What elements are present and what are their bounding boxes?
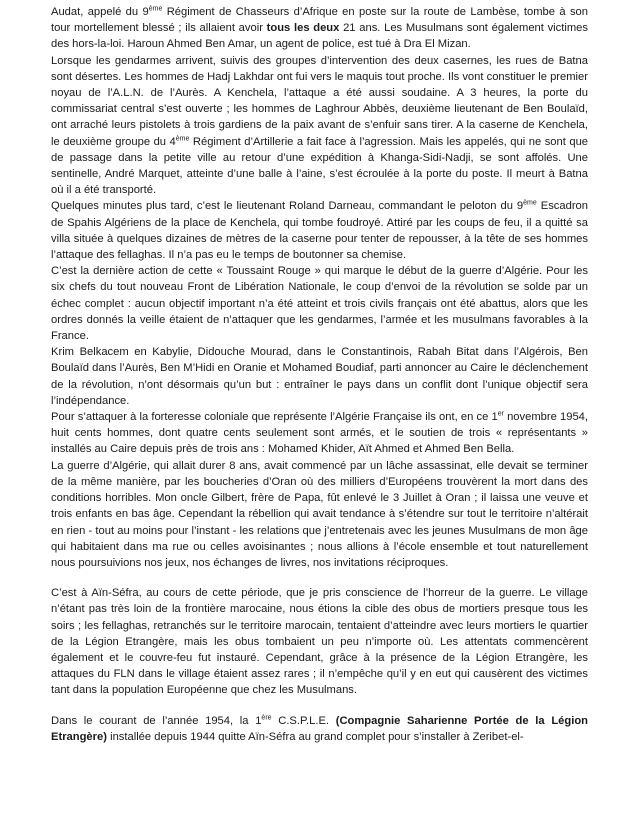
text-run: Lorsque les gendarmes arrivent, suivis des groupes d’intervention des deux casernes, les rues de Batna sont désertes. Les hommes de Hadj Lakhdar ont fui vers le maquis tout proche. Ils vont constituer le premier noyau de l’A.L.N. de l’Aurès. A Kenchela, l’attaque a été aussi soudaine. A 3 heures, la porte du commissariat central s’est ouverte ; les hommes de Laghrour Abbès, deuxième lieutenant de Ben Boulaïd, ont arraché leurs pistolets à trois gardiens de la paix avant de s’enfuir sans tirer. A la caserne de Kenchela, le deuxième groupe du 4 [51, 54, 588, 148]
body-paragraph [51, 53, 588, 199]
bold-text: (Compagnie Saharienne Portée de la Légion Etrangère) [51, 714, 588, 743]
body-paragraph [51, 344, 588, 409]
superscript-text: ème [175, 134, 190, 142]
text-run: La guerre d’Algérie, qui allait durer 8 ans, avait commencé par un lâche assassinat, elle devait se terminer de la même manière, par les boucheries d’Oran où des milliers d’Européens trouvèrent la mort dans des conditions horribles. Mon oncle Gilbert, frère de Papa, fût enlevé le 3 Juillet à Oran ; il laissa une veuve et trois enfants en bas âge. Cependant la rébellion qui avait tendance à s’étendre sur tout le territoire n’altérait en rien - tout au moins pour l’instant - les relations que j’entretenais avec les jeunes Musulmans de mon âge qui habitaient dans ma rue ou celles avoisinantes ; nous allions à l’école ensemble et tout naturellement nous poursuivions nos jeux, nos échanges de livres, nos invitations réciproques. [51, 459, 588, 569]
body-paragraph [51, 585, 588, 698]
text-run: Pour s’attaquer à la forteresse coloniale que représente l’Algérie Française ils ont, en ce 1 [51, 411, 498, 424]
superscript-text: ère [261, 713, 272, 721]
superscript-text: er [497, 410, 504, 418]
body-paragraph [51, 263, 588, 344]
text-run: Régiment d’Artillerie a fait face à l’agression. Mais les appelés, qui ne sont que de passage dans la petite ville au retour d’une expédition à Khanga-Sidi-Nadji, se sont affolés. Une sentinelle, André Marquet, atteinte d’une balle à l’aine, s’est écroulée à la porte du poste. Il meurt à Batna où il a été transporté. [51, 135, 589, 197]
text-run: C.S.P.L.E. [271, 714, 336, 727]
text-run: C’est à Aïn-Séfra, au cours de cette période, que je pris conscience de l’horreur de la guerre. Le village n’étant pas très loin de la frontière marocaine, nous étions la cible des obus de mortiers presque tous les soirs ; les fellaghas, retranchés sur le territoire marocain, tentaient d’atteindre avec leurs mortiers le quartier de la Légion Etrangère, mais les obus tombaient un peu n’importe où. Les attentats commencèrent également et le couvre-feu fut instauré. Cependant, grâce à la présence de la Légion Etrangère, les attaques du FLN dans le village étaient assez rares ; il n’empêche qu’il y en eut qui causèrent des victimes tant dans la population Européenne que chez les Musulmans. [51, 587, 588, 697]
text-run: Escadron de Spahis Algériens de la place de Kenchela, qui tombe foudroyé. Attiré par les coups de feu, il a quitté sa villa située à quelques dizaines de mètres de la caserne pour tenter de repousser, à la tête de ses hommes l’attaque des fellaghas. Il n’a pas eu le temps de boutonner sa chemise. [51, 200, 588, 262]
bold-text: tous les deux [266, 22, 340, 35]
body-paragraph [51, 4, 588, 53]
body-paragraph [51, 713, 588, 745]
superscript-text: ème [523, 199, 537, 207]
body-paragraph [51, 409, 588, 458]
text-run: Régiment de Chasseurs d’Afrique en poste sur la route de Lambèse, tombe à son tour mortellement blessé ; ils allaient avoir [51, 6, 588, 35]
text-run: 21 ans. Les Musulmans sont également victimes des hors-la-loi. Haroun Ahmed Ben Amar, un agent de police, est tué à Dra El Mizan. [51, 22, 588, 51]
text-run: novembre 1954, huit cents hommes, dont quatre cents seulement sont armés, et le soutien de trois « représentants » installés au Caire depuis près de trois ans : Mohamed Khider, Aït Ahmed et Ahmed Ben Bella. [51, 411, 588, 456]
paragraph-spacer [51, 699, 588, 713]
text-run: C’est la dernière action de cette « Toussaint Rouge » qui marque le début de la guerre d’Algérie. Pour les six chefs du tout nouveau Front de Libération Nationale, le coup d’envoi de la révolution se solde par un échec complet : aucun objectif important n’a été atteint et trois civils français ont été abattus, alors que les ordres donnés la veille étaient de n’attaquer que les gendarmes, l’armée et les musulmans favorables à la France. [51, 265, 588, 343]
body-paragraph [51, 198, 588, 263]
body-paragraph [51, 458, 588, 571]
text-run: Quelques minutes plus tard, c’est le lieutenant Roland Darneau, commandant le peloton du 9 [51, 200, 524, 213]
text-run: Krim Belkacem en Kabylie, Didouche Mourad, dans le Constantinois, Rabah Bitat dans l’Algérois, Ben Boulaïd dans l’Aurès, Ben M’Hidi en Oranie et Mohamed Boudiaf, parti annoncer au Caire le déclenchement de la révolution, n’ont désormais qu’un but : entraîner le pays dans un conflit dont l’unique objectif sera l’indépendance. [51, 346, 588, 407]
text-run: Audat, appelé du 9 [51, 6, 149, 18]
paragraph-spacer [51, 571, 588, 585]
text-run: installée depuis 1944 quitte Aïn-Séfra au grand complet pour s’installer à Zeribet-el- [106, 730, 524, 743]
text-run: Dans le courant de l’année 1954, la 1 [51, 714, 262, 727]
superscript-text: ème [148, 5, 163, 13]
